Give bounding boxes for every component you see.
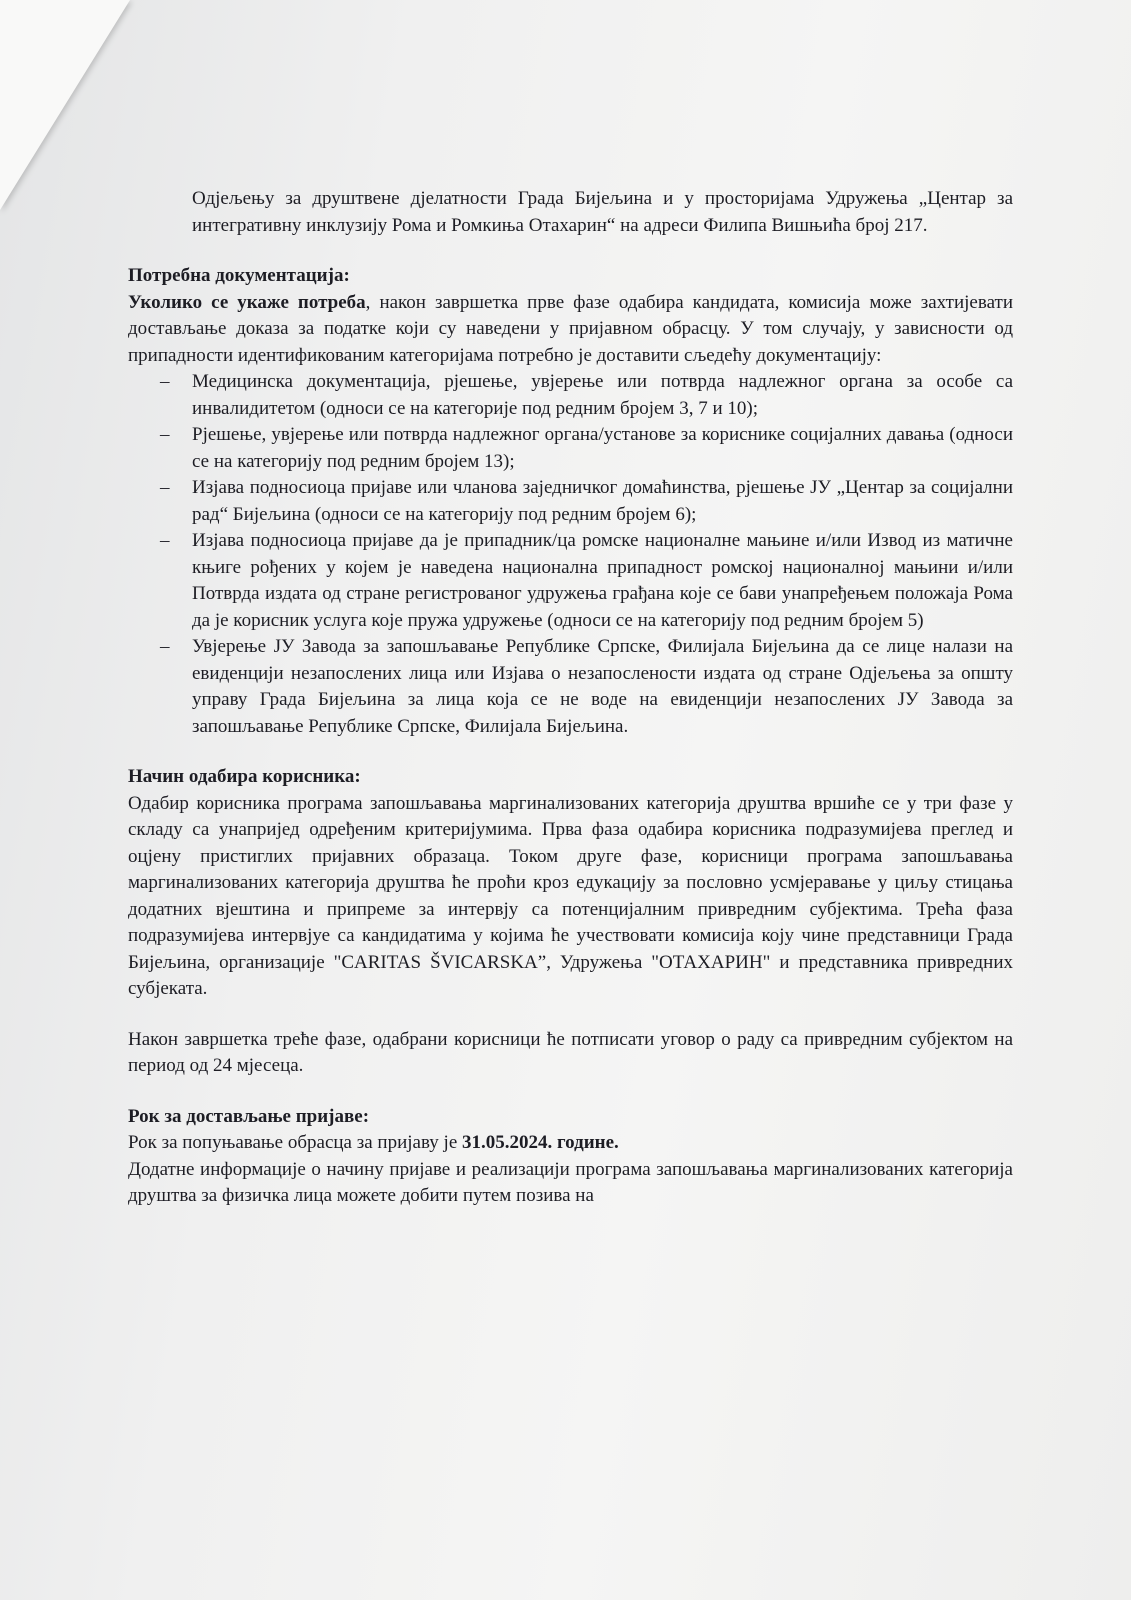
deadline-heading: Рок за достављање пријаве:	[128, 1105, 370, 1127]
contract-paragraph: Након завршетка треће фазе, одабрани корисници ће потписати уговор о раду са привредним субјектом на период од 24 мјесеца.	[128, 1028, 1013, 1076]
required-docs-intro	[128, 290, 1013, 370]
list-dash: –	[160, 371, 170, 392]
required-doc-text: Изјава подносиоца пријаве или чланова заједничког домаћинства, рјешење ЈУ „Центар за социјални рад“ Бијељина (односи се на категорију под редним бројем 6);	[192, 477, 1013, 525]
list-dash: –	[160, 424, 170, 445]
required-doc-item	[128, 422, 1013, 475]
selection-heading: Начин одабира корисника:	[128, 766, 361, 787]
required-doc-item	[128, 475, 1013, 528]
required-doc-text: Изјава подносиоца пријаве да је припадник/ца ромске националне мањине и/или Извод из матичне књиге рођених у којем је наведена национална припадност ромској националној мањини и/или Потврда издата од стране регистрованог удружења грађана које се бави унапређењем положаја Рома да је корисник услуга које пружа удружење (односи се на категорију под редним бројем 5)	[192, 530, 1013, 631]
required-docs-list	[128, 369, 1013, 740]
selection-paragraph: Одабир корисника програма запошљавања маргинализованих категорија друштва вршиће се у три фазе у складу са унапријед одређеним критеријумима. Прва фаза одабира корисника подразумијева преглед и оцјену пристиглих пријавних образаца. Током друге фазе, корисници програма запошљавања маргинализованих категорија друштва ће проћи кроз едукацију за пословно усмјеравање у циљу стицања додатних вјештина и припреме за интервју са потенцијалним привредним субјектима. Трећа фаза подразумијева интервјуе са кандидатима у којима ће учествовати комисија коју чине представници Града Бијељина, организације "CARITAS ŠVICARSKA”, Удружења "ОТАХАРИН" и представника привредних субјеката.	[128, 792, 1013, 999]
folded-page-corner	[0, 0, 130, 210]
required-doc-text: Увјерење ЈУ Завода за запошљавање Републике Српске, Филијала Бијељина да се лице налази на евиденцији незапослених лица или Изјава о незапослености издата од стране Одјељења за општу управу Града Бијељина за лица која се не воде на евиденцији незапослених ЈУ Завода за запошљавање Републике Српске, Филијала Бијељина.	[192, 636, 1013, 737]
list-dash: –	[160, 477, 170, 498]
required-doc-item	[128, 528, 1013, 634]
deadline-date: 31.05.2024. године.	[462, 1132, 619, 1153]
required-doc-item	[128, 634, 1013, 740]
deadline-text: Рок за попуњавање обрасца за пријаву је	[128, 1132, 463, 1153]
list-dash: –	[160, 636, 170, 657]
deadline-line	[128, 1130, 1013, 1157]
list-dash: –	[160, 530, 170, 551]
document-page	[128, 186, 1013, 1210]
more-info-paragraph: Додатне информације о начину пријаве и реализацији програма запошљавања маргинализованих категорија друштва за физичка лица можете добити путем позива на	[128, 1158, 1013, 1206]
required-doc-item	[128, 369, 1013, 422]
required-doc-text: Медицинска документација, рјешење, увјерење или потврда надлежног органа за особе са инвалидитетом (односи се на категорије под редним бројем 3, 7 и 10);	[192, 371, 1013, 419]
required-doc-text: Рјешење, увјерење или потврда надлежног органа/установе за кориснике социјалних давања (односи се на категорију под редним бројем 13);	[192, 424, 1013, 472]
required-docs-heading: Потребна документација:	[128, 265, 350, 286]
required-docs-intro-bold: Уколико се укаже потреба	[128, 291, 366, 313]
required-docs-intro-text: , након завршетка прве фазе одабира кандидата, комисија може захтијевати достављање доказа за податке који су наведени у пријавном обрасцу. У том случају, у зависности од припадности идентификованим категоријама потребно је доставити сљедећу документацију:	[128, 291, 1013, 366]
intro-continuation-paragraph: Одјељењу за друштвене дјелатности Града Бијељина и у просторијама Удружења „Центар за интегративну инклузију Рома и Ромкиња Отахарин“ на адреси Филипа Вишњића број 217.	[192, 188, 1013, 236]
